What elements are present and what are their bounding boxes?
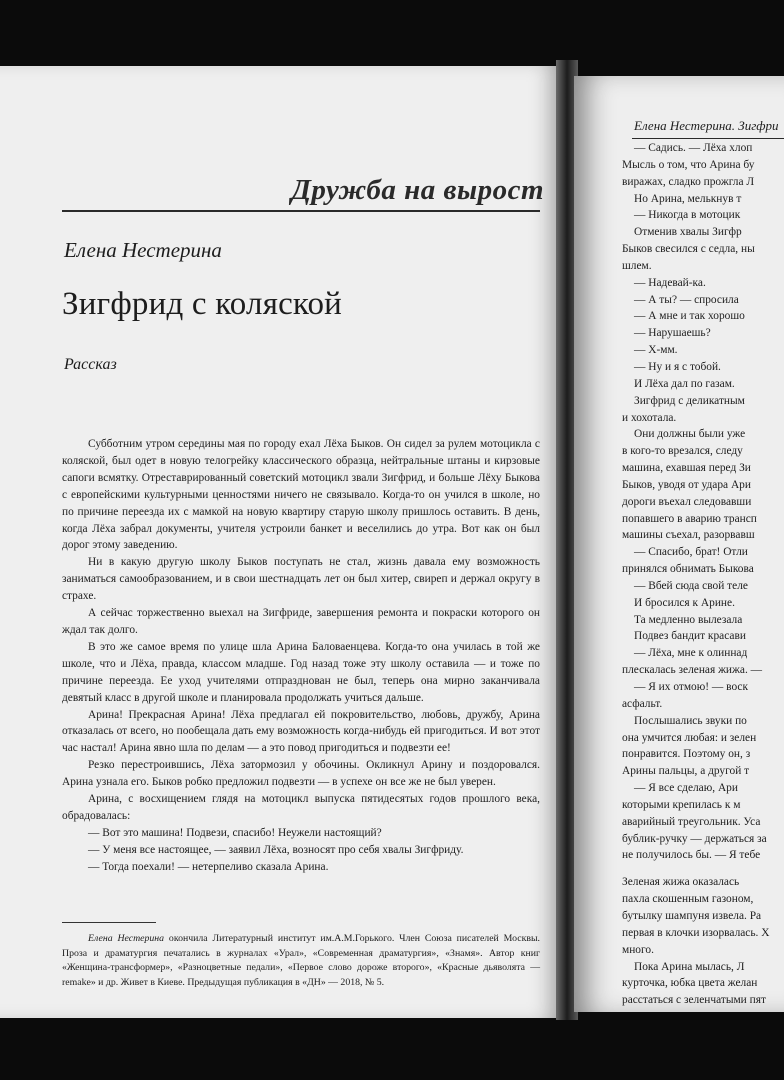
right-page-line: — Ну и я с тобой. [634,360,721,373]
right-page-line: И бросился к Арине. [634,596,735,609]
running-header: Елена Нестерина. Зигфри [634,118,779,133]
right-page-line: — Х-мм. [634,344,678,357]
footnote-text: окончила Литературный институт им.А.М.Горького. Член Союза писателей Москвы. Проза и драматургия печатались в журналах «Урал», «Современная драматургия», «Знамя». Автор книг «Женщина-трансформер», «Разноцветные педали», «Первое слово дороже второго», «Красные дьяволята — remake» и др. Живет в Киеве. Предыдущая публикация в «ДН» — 2018, № 5. [62,933,540,988]
left-page [0,66,560,1018]
right-page-line: Подвез бандит красави [634,630,746,643]
right-page-line: — Лёха, мне к олиннад [634,647,748,660]
story-body [62,436,540,876]
right-page-line: — А мне и так хорошо [634,310,745,323]
right-page-line: Зигфрид с деликатным [634,394,745,407]
right-page-line: принялся обнимать Быкова [622,563,754,576]
right-page-line: аварийный треугольник. Уса [622,815,761,828]
paragraph: Арина! Прекрасная Арина! Лёха предлагал ей покровительство, любовь, дружбу, Арина отказалась от всего, но пообещала дать ему возможность когда-нибудь ей пригодиться. И вот этот час настал! Арина явно шла по делам — а это повод пригодиться и подвезти ее! [62,708,540,755]
story-title: Зигфрид с коляской [62,286,343,322]
right-page-line: попавшего в аварию трансп [622,512,757,525]
dialogue-line: — Вот это машина! Подвези, спасибо! Неужели настоящий? [88,826,382,839]
footnote-author: Елена Нестерина [88,933,165,944]
right-page-line: Зеленая жижа оказалась [622,876,740,889]
header-rule [632,138,784,139]
right-page-line: много. [622,943,654,956]
right-page-line: и хохотала. [622,411,677,424]
right-page-line: Арины пальцы, а другой т [622,765,750,778]
right-page-line: асфальт. [622,697,663,710]
right-page-line: бублик-ручку — держаться за [622,832,767,845]
right-page-line: — Спасибо, брат! Отли [634,546,748,559]
right-page-line: Мысль о том, что Арина бу [622,158,755,171]
paragraph: В это же самое время по улице шла Арина Баловаенцева. Когда-то она училась в той же школе, что и Лёха, правда, классом младше. Год назад тоже эту школу оставила — и тоже по причине переезда. Ее уход учителями отпразднован не был, теперь она мирно заканчивала девятый класс в другой школе и планировала продолжать учиться дальше. [62,640,540,704]
right-page-line: пахла скошенным газоном, [622,893,754,906]
right-page-line: — Нарушаешь? [634,327,711,340]
right-page [574,76,784,1012]
author-name: Елена Нестерина [64,238,222,262]
right-page-line: — Садись. — Лёха хлоп [634,142,753,154]
right-page-line: Но Арина, мелькнув т [634,192,742,205]
right-page-line: Послышались звуки по [634,714,747,727]
right-page-line: — Я все сделаю, Ари [634,782,738,795]
right-page-text [622,140,784,1009]
section-rule [62,210,540,212]
section-title: Дружба на вырост [291,174,544,206]
right-page-line: Они должны были уже [634,428,746,441]
author-footnote [62,932,540,990]
right-page-line: плескалась зеленая жижа. — [622,664,763,677]
right-page-line: И Лёха дал по газам. [634,377,735,390]
paragraph: Субботним утром середины мая по городу ехал Лёха Быков. Он сидел за рулем мотоцикла с коляской, был одет в новую телогрейку классического образца, нейтральные штаны и кирзовые сапоги всмятку. Отреставрированный советский мотоцикл звали Зигфрид, и больше Лёху Быкова с европейскими культурными ценностями ничего не связывало. Когда-то он учился в школе, но по причине переезда их с мамкой на новую квартиру старую школу пришлось оставить. В день, когда Лёха забрал документы, учителя устроили банкет и веселились до утра. Вот как он был дорог этому заведению. [62,438,540,552]
right-page-line: расстаться с зеленчатыми пят [622,994,766,1007]
right-page-line: — Я их отмою! — воск [634,681,749,693]
paragraph: Резко перестроившись, Лёха затормозил у обочины. Окликнул Арину и поздоровался. Арина узнала его. Быков робко предложил подвезти — в успехе он все же не был уверен. [62,759,540,789]
right-page-line: Отменив хвалы Зигфр [634,226,742,239]
dialogue-line: — Тогда поехали! — нетерпеливо сказала Арина. [88,860,329,873]
right-page-line: в кого-то врезался, следу [622,445,743,458]
right-page-line: машина, ехавшая перед Зи [622,462,751,475]
right-page-line: курточка, юбка цвета желан [622,977,758,990]
genre-label: Рассказ [64,356,117,373]
right-page-line [622,864,784,874]
right-page-line: дороги въехал следовавши [622,495,752,508]
footnote-rule [62,922,156,923]
right-page-line: понравится. Поэтому он, з [622,748,751,761]
right-page-line: Та медленно вылезала [634,613,743,626]
paragraph: Арина, с восхищением глядя на мотоцикл выпуска пятидесятых годов прошлого века, обрадовалась: [62,793,540,822]
paragraph: А сейчас торжественно выехал на Зигфриде, завершения ремонта и покраски которого он ждал так долго. [62,607,540,636]
right-page-line: — Вбей сюда свой теле [634,579,748,592]
right-page-line: которыми крепилась к м [622,798,741,811]
right-page-line: Быков свесился с седла, ны [622,243,755,256]
right-page-line: она умчится любая: и зелен [622,731,757,744]
right-page-line: Пока Арина мылась, Л [634,960,745,973]
dialogue-line: — У меня все настоящее, — заявил Лёха, возносят про себя хвалы Зигфриду. [88,843,464,856]
right-page-line: не получилось бы. — Я тебе [622,849,761,862]
paragraph: Ни в какую другую школу Быков поступать не стал, жизнь давала ему возможность заниматься самообразованием, и в свои шестнадцать лет он был хитер, свиреп и держал округу в страхе. [62,556,540,603]
right-page-line: виражах, сладко прожгла Л [622,175,755,188]
right-page-line: — А ты? — спросила [634,293,739,306]
right-page-line: Быков, уводя от удара Ари [622,478,751,491]
right-page-line: — Никогда в мотоцик [634,209,741,222]
right-page-line: шлем. [622,259,652,272]
right-page-line: машины съехал, разорвавш [622,529,755,542]
right-page-line: первая в клочки изорвалась. Х [622,926,770,939]
right-page-line: — Надевай-ка. [634,276,706,289]
right-page-line: бутылку шампуня извела. Ра [622,909,762,922]
